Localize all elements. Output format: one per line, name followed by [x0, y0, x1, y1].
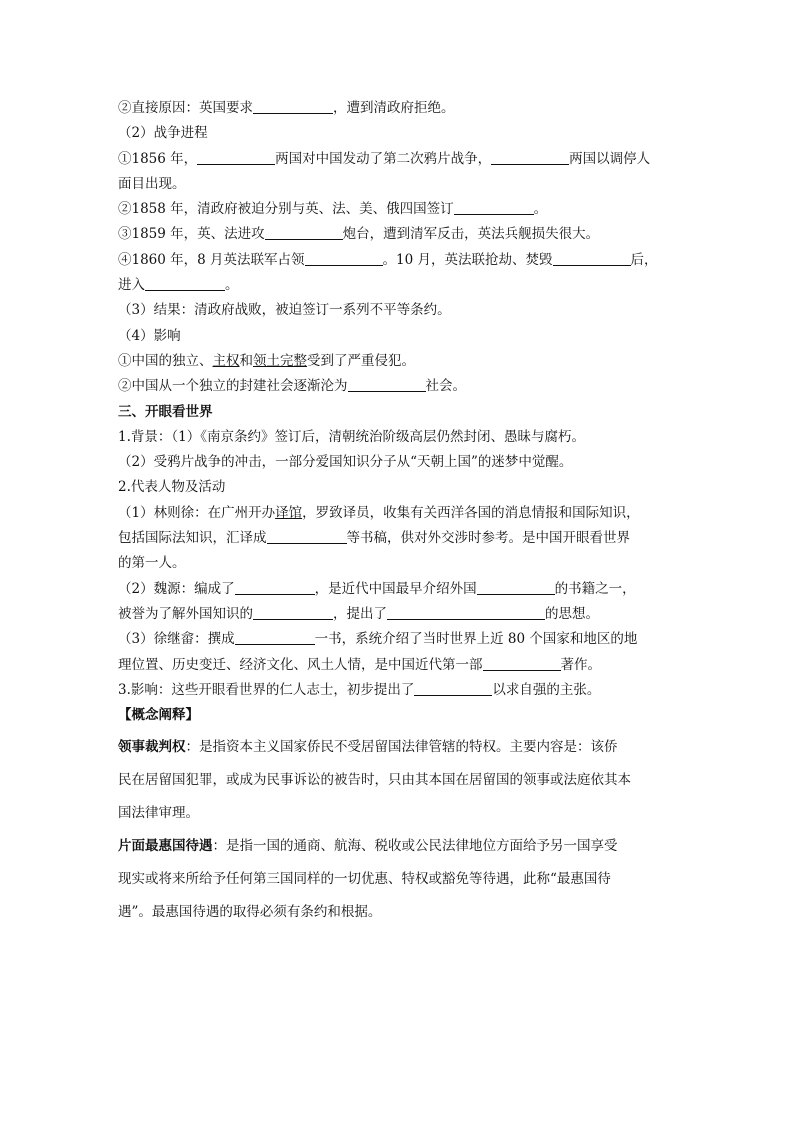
fill-blank[interactable]: [265, 225, 343, 240]
text-line: [118, 577, 688, 602]
text-line: 现实或将来所给予任何第三国同样的一切优惠、特权或豁免等待遇，此称“最惠国待: [118, 871, 611, 888]
text: 以求自强的主张。: [492, 681, 601, 698]
fill-blank[interactable]: [414, 681, 492, 696]
text-line: [118, 526, 688, 551]
text-line: [118, 627, 688, 652]
text: 后，: [630, 251, 658, 268]
text-line: [118, 273, 688, 298]
text: 进入: [118, 277, 145, 294]
document-page: [118, 96, 688, 929]
text: 理位置、历史变迁、经济文化、风土人情，是中国近代第一部: [118, 656, 483, 673]
text: 的思想。: [545, 605, 599, 622]
concept-term: 片面最惠国待遇: [118, 838, 213, 855]
text-line: [118, 147, 688, 172]
underlined-term: 译馆: [275, 504, 303, 521]
text: 和: [239, 352, 253, 369]
subsection-heading: （2）战争进程: [118, 125, 208, 142]
text: 被誉为了解外国知识的: [118, 605, 253, 622]
text-line: [118, 602, 688, 627]
text: ③1859 年，英、法进攻: [118, 226, 265, 243]
fill-blank[interactable]: [553, 251, 631, 266]
fill-blank[interactable]: [491, 150, 569, 165]
underlined-term: 主权: [212, 352, 240, 369]
fill-blank[interactable]: [145, 276, 225, 291]
text: 的书籍之一，: [554, 580, 636, 597]
fill-blank[interactable]: [235, 630, 315, 645]
text: 3.影响：这些开眼看世界的仁人志士，初步提出了: [118, 681, 415, 698]
text: ①中国的独立、: [118, 352, 213, 369]
text: 社会。: [425, 378, 466, 395]
text: ：是指资本主义国家侨民不受居留国法律管辖的特权。主要内容是：该侨: [185, 739, 618, 756]
text-line: [118, 197, 688, 222]
concept-consular-jurisdiction: [118, 731, 688, 830]
text-line: （2）受鸦片战争的冲击，一部分爱国知识分子从“天朝上国”的迷梦中觉醒。: [118, 454, 573, 471]
text: 等书稿，供对外交涉时参考。是中国开眼看世界: [346, 530, 630, 547]
text-line: 的第一人。: [118, 555, 186, 572]
text: 包括国际法知识，汇译成: [118, 530, 267, 547]
text: （2）魏源：编成了: [118, 580, 235, 597]
text: ②直接原因：英国要求: [118, 100, 253, 116]
text: 两国以调停人: [569, 150, 651, 167]
text-line: [118, 653, 688, 678]
underlined-term: 领土完整: [253, 352, 307, 369]
concept-most-favored-nation: [118, 830, 688, 929]
text-line: [118, 830, 688, 863]
text: 。: [533, 201, 548, 218]
text: 炮台，遭到清军反击，英法兵舰损失很大。: [342, 226, 600, 243]
text: ，罗致译员，收集有关西洋各国的消息情报和国际知识，: [302, 504, 640, 521]
fill-blank[interactable]: [253, 99, 333, 114]
section-heading: 三、开眼看世界: [118, 403, 213, 420]
subsection-heading: （4）影响: [118, 327, 181, 344]
fill-blank[interactable]: [454, 200, 534, 215]
text: ，遭到清政府拒绝。: [333, 100, 455, 116]
text-line: 2.代表人物及活动: [118, 479, 226, 496]
concept-term: 领事裁判权: [118, 739, 186, 756]
text-line: 民在居留国犯罪，或成为民事诉讼的被告时，只由其本国在居留国的领事或法庭依其本: [118, 772, 631, 789]
fill-blank[interactable]: [387, 605, 545, 620]
text: ，提出了: [333, 605, 387, 622]
fill-blank[interactable]: [483, 656, 561, 671]
text: ①1856 年，: [118, 150, 198, 167]
fill-blank[interactable]: [477, 580, 555, 595]
text: （3）徐继畲：撰成: [118, 631, 235, 648]
text: ，是近代中国最早介绍外国: [314, 580, 477, 597]
text: 。: [225, 277, 239, 294]
text: ②1858 年，清政府被迫分别与英、法、美、俄四国签订: [118, 201, 454, 218]
fill-blank[interactable]: [197, 150, 275, 165]
text-line: [118, 222, 688, 247]
text: （1）林则徐：在广州开办: [118, 504, 276, 521]
text: 。10 月，英法联抢劫、焚毁: [382, 251, 553, 268]
text-line: [118, 349, 688, 374]
text-line: 国法律审理。: [118, 805, 199, 822]
concept-heading: 【概念阐释】: [118, 707, 199, 724]
text-line: 面目出现。: [118, 175, 186, 192]
fill-blank[interactable]: [305, 251, 383, 266]
text: 一书，系统介绍了当时世界上近 80 个国家和地区的地: [314, 631, 638, 648]
text-line: [118, 248, 688, 273]
text-line: [118, 96, 688, 121]
text-line: [118, 374, 688, 399]
text-line: [118, 731, 688, 764]
text-line: [118, 678, 688, 703]
text: ④1860 年，8 月英法联军占领: [118, 251, 305, 268]
text-line: 遇”。最惠国待遇的取得必须有条约和根据。: [118, 904, 382, 921]
text-line: 1.背景：（1）《南京条约》签订后，清朝统治阶级高层仍然封闭、愚昧与腐朽。: [118, 428, 585, 445]
subsection-heading: （3）结果：清政府战败，被迫签订一系列不平等条约。: [118, 302, 451, 319]
text: 两国对中国发动了第二次鸦片战争，: [275, 150, 492, 167]
fill-blank[interactable]: [253, 605, 333, 620]
text: 受到了严重侵犯。: [307, 352, 415, 369]
fill-blank[interactable]: [348, 377, 426, 392]
text: ：是指一国的通商、航海、税收或公民法律地位方面给予另一国享受: [212, 838, 618, 855]
text-line: [118, 501, 688, 526]
fill-blank[interactable]: [267, 529, 347, 544]
text: ②中国从一个独立的封建社会逐渐沦为: [118, 378, 348, 395]
text: 著作。: [560, 656, 601, 673]
fill-blank[interactable]: [235, 580, 315, 595]
